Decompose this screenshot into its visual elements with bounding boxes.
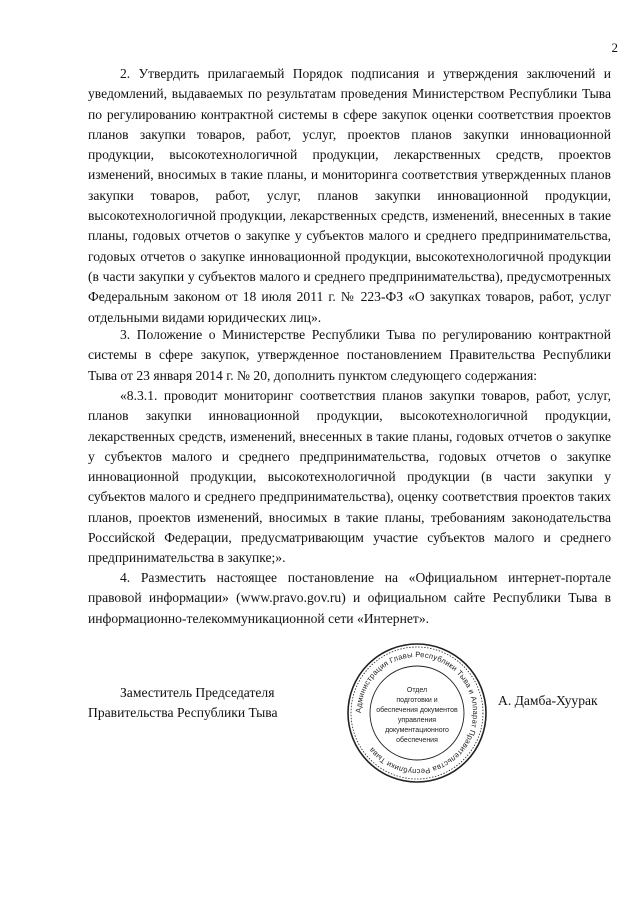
official-seal — [346, 642, 488, 784]
seal-center-line: обеспечения — [396, 737, 438, 744]
seal-ring-text: Администрация Главы Республики Тыва и Аппарат Правительства Республики Тыва — [353, 649, 481, 777]
seal-center-line: подготовки и — [396, 697, 438, 704]
signer-name: А. Дамба-Хуурак — [498, 693, 598, 708]
seal-center-line: управления — [397, 717, 437, 724]
signer-title-line-1: Заместитель Председателя — [120, 685, 275, 700]
page-number: 2 — [611, 40, 618, 55]
signer-title — [88, 683, 278, 723]
seal-center-line: обеспечения документов — [376, 707, 458, 714]
paragraph-3-quote: «8.3.1. проводит мониторинг соответствия планов закупки товаров, работ, услуг, планов закупки инновационной продукции, высокотехнологичной продукции, лекарственных средств, изменений, внесенных в такие планы, годовых отчетов о закупке у субъектов малого и среднего предпринимательства, годовых отчетов о закупке инновационной продукции, высокотехнологичной продукции (в части закупки у субъектов малого и среднего предпринимательства), оценку соответствия проектов таких планов, проектов изменений, вносимых в такие планы, требованиям законодательства Российской Федерации, предусматривающим участие субъектов малого и среднего предпринимательства в закупке;». — [88, 388, 611, 566]
signer-title-line-2: Правительства Республики Тыва — [88, 705, 278, 720]
paragraph-2: 2. Утвердить прилагаемый Порядок подписания и утверждения заключений и уведомлений, выдаваемых по результатам проведения Министерством Республики Тыва по регулированию контрактной системы в сфере закупок оценки соответствия проектов планов закупки товаров, работ, услуг, проектов планов закупки инновационной продукции, высокотехнологичной продукции, лекарственных средств, проектов изменений, вносимых в такие планы, и мониторинга соответствия утвержденных планов закупки товаров, работ, услуг, планов закупки инновационной продукции, высокотехнологичной продукции, лекарственных средств, изменений, внесенных в такие планы, годовых отчетов о закупке у субъектов малого и среднего предпринимательства, годовых отчетов о закупке инновационной продукции, высокотехнологичной продукции (в части закупки у субъектов малого и среднего предпринимательства), предусмотренных Федеральным законом от 18 июля 2011 г. № 223-ФЗ «О закупках товаров, работ, услуг отдельными видами юридических лиц». — [88, 66, 611, 325]
seal-center-line: Отдел — [406, 687, 428, 694]
seal-center-line: документационного — [385, 727, 449, 734]
paragraph-4: 4. Разместить настоящее постановление на «Официальном интернет-портале правовой информации» (www.pravo.gov.ru) и официальном сайте Республики Тыва в информационно-телекоммуникационной сети «Интернет». — [88, 570, 611, 626]
paragraph-3: 3. Положение о Министерстве Республики Тыва по регулированию контрактной системы в сфере закупок, утвержденное постановлением Правительства Республики Тыва от 23 января 2014 г. № 20, дополнить пунктом следующего содержания: — [88, 327, 611, 383]
